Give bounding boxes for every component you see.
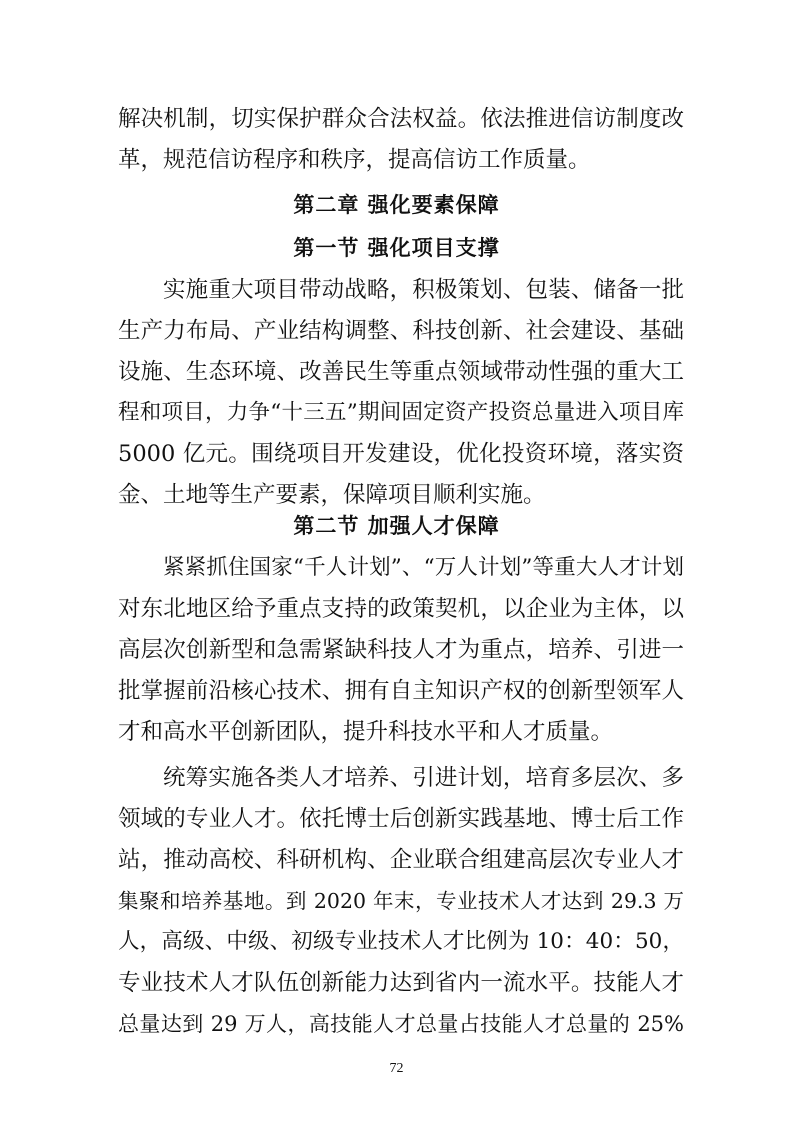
paragraph-line: 批掌握前沿核心技术、拥有自主知识产权的创新型领军人 <box>118 678 684 704</box>
paragraph-line: 程和项目，力争“十三五”期间固定资产投资总量进入项目库 <box>118 400 684 425</box>
paragraph-line: 生产力布局、产业结构调整、科技创新、社会建设、基础 <box>118 318 684 344</box>
paragraph-line: 紧紧抓住国家“千人计划”、“万人计划”等重大人才计划 <box>163 555 684 580</box>
paragraph-line: 总量达到 29 万人，高技能人才总量占技能人才总量的 25% <box>118 1012 684 1036</box>
paragraph-line: 高层次创新型和急需紧缺科技人才为重点，培养、引进一 <box>118 637 684 663</box>
page-number: 72 <box>389 1061 404 1076</box>
paragraph-line: 金、土地等生产要素，保障项目顺利实施。 <box>118 482 546 508</box>
paragraph-line: 实施重大项目带动战略，积极策划、包装、储备一批 <box>163 277 684 303</box>
section-title: 第二节 加强人才保障 <box>293 514 500 538</box>
chapter-title: 第二章 强化要素保障 <box>293 193 500 217</box>
paragraph-line: 5000 亿元。围绕项目开发建设，优化投资环境，落实资 <box>118 441 684 467</box>
section-title: 第一节 强化项目支撑 <box>293 236 500 260</box>
paragraph-line: 设施、生态环境、改善民生等重点领域带动性强的重大工 <box>118 359 684 385</box>
paragraph-line: 领域的专业人才。依托博士后创新实践基地、博士后工作 <box>118 806 684 832</box>
paragraph-line: 解决机制，切实保护群众合法权益。依法推进信访制度改 <box>118 106 684 132</box>
paragraph-line: 革，规范信访程序和秩序，提高信访工作质量。 <box>118 147 591 173</box>
paragraph-line: 对东北地区给予重点支持的政策契机，以企业为主体，以 <box>118 596 684 622</box>
paragraph-line: 统筹实施各类人才培养、引进计划，培育多层次、多 <box>163 765 684 791</box>
paragraph-line: 专业技术人才队伍创新能力达到省内一流水平。技能人才 <box>118 970 684 996</box>
paragraph-line: 站，推动高校、科研机构、企业联合组建高层次专业人才 <box>118 847 684 873</box>
paragraph-line: 人，高级、中级、初级专业技术人才比例为 10：40：50， <box>118 929 684 954</box>
paragraph-line: 才和高水平创新团队，提升科技水平和人才质量。 <box>118 719 614 745</box>
paragraph-line: 集聚和培养基地。到 2020 年末，专业技术人才达到 29.3 万 <box>118 889 684 913</box>
